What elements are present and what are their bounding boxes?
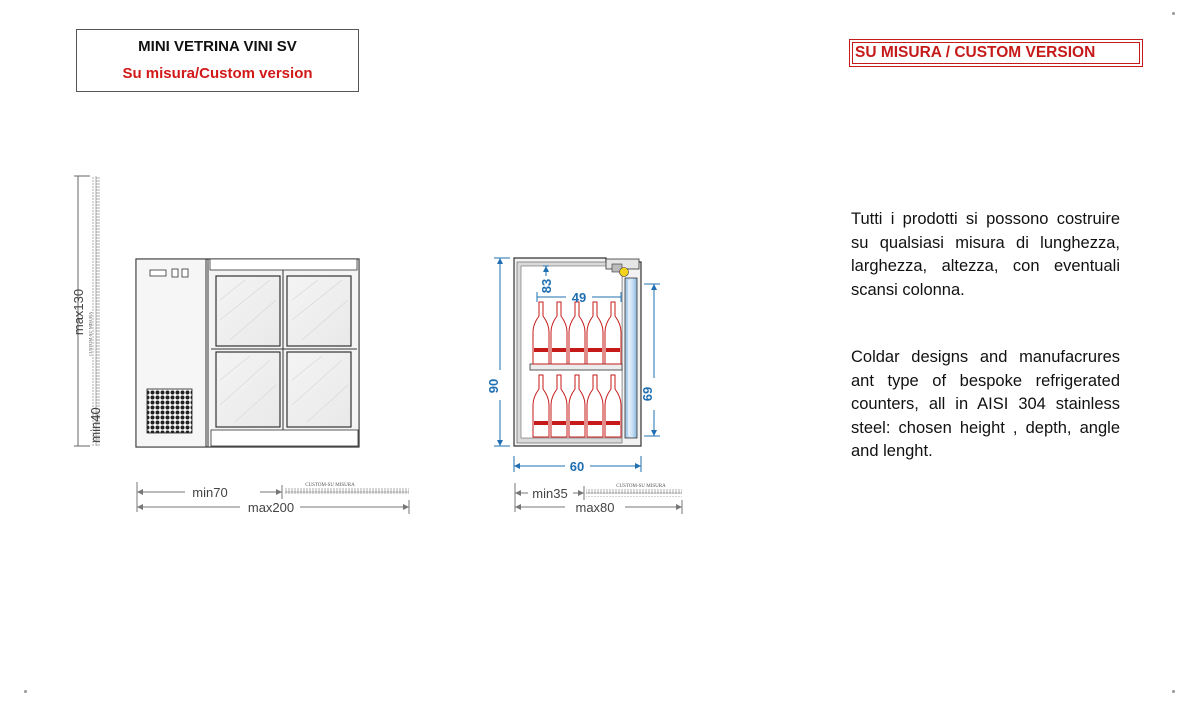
side-height-label: 90: [486, 378, 501, 394]
depth-max-label: max80: [575, 500, 615, 515]
bottle-label-icon: [552, 421, 566, 425]
product-subtitle: Su misura/Custom version: [122, 65, 313, 82]
front-view: [71, 176, 409, 515]
width-max-label: max200: [247, 500, 295, 515]
custom-version-label: SU MISURA / CUSTOM VERSION: [852, 42, 1140, 64]
description-italian: Tutti i prodotti si possono costruire su qualsiasi misura di lunghezza, larghezza, altezza, con eventuali scansi colonna.: [851, 210, 1120, 299]
ventilation-grille: [147, 389, 192, 433]
inner-height-label: 69: [640, 386, 655, 402]
corner-mark: [1172, 12, 1175, 15]
bottle-label-icon: [588, 421, 602, 425]
product-name: MINI VETRINA VINI SV: [138, 38, 297, 55]
bottle-label-icon: [534, 348, 548, 352]
height-max-label: max130: [71, 288, 86, 336]
control-button-icon: [172, 269, 178, 277]
depth-custom-label: CUSTOM-SU MISURA: [616, 484, 666, 489]
bottle-label-icon: [606, 348, 620, 352]
top-rail: [210, 259, 357, 270]
width-custom-label: CUSTOM-SU MISURA: [305, 483, 355, 488]
control-button-icon: [182, 269, 188, 277]
bottle-label-icon: [552, 348, 566, 352]
side-depth-label: 60: [569, 459, 585, 474]
bottle-label-icon: [588, 348, 602, 352]
bottle-label-icon: [534, 421, 548, 425]
height-custom-label: CUSTOM-SU MISURA: [88, 311, 93, 357]
corner-mark: [24, 690, 27, 693]
corner-mark: [1172, 690, 1175, 693]
display-panel: [150, 270, 166, 276]
shelf: [530, 364, 622, 370]
side-view: [486, 258, 682, 515]
depth-min-label: min35: [532, 486, 568, 501]
bottle-label-icon: [570, 421, 584, 425]
description-english: Coldar designs and manufacrures ant type of bespoke refrigerated counters, all in AISI 304 stainless steel: chosen height , depth, angle and lenght.: [851, 348, 1120, 460]
top-gap-label: 83: [539, 278, 554, 294]
bottom-rail: [211, 430, 358, 446]
shelf-depth-label: 49: [571, 290, 587, 305]
side-glass-door: [625, 278, 637, 438]
bottle-label-icon: [570, 348, 584, 352]
light-icon: [620, 268, 629, 277]
bottle-label-icon: [606, 421, 620, 425]
width-min-label: min70: [192, 485, 228, 500]
height-min-label: min40: [88, 407, 103, 443]
